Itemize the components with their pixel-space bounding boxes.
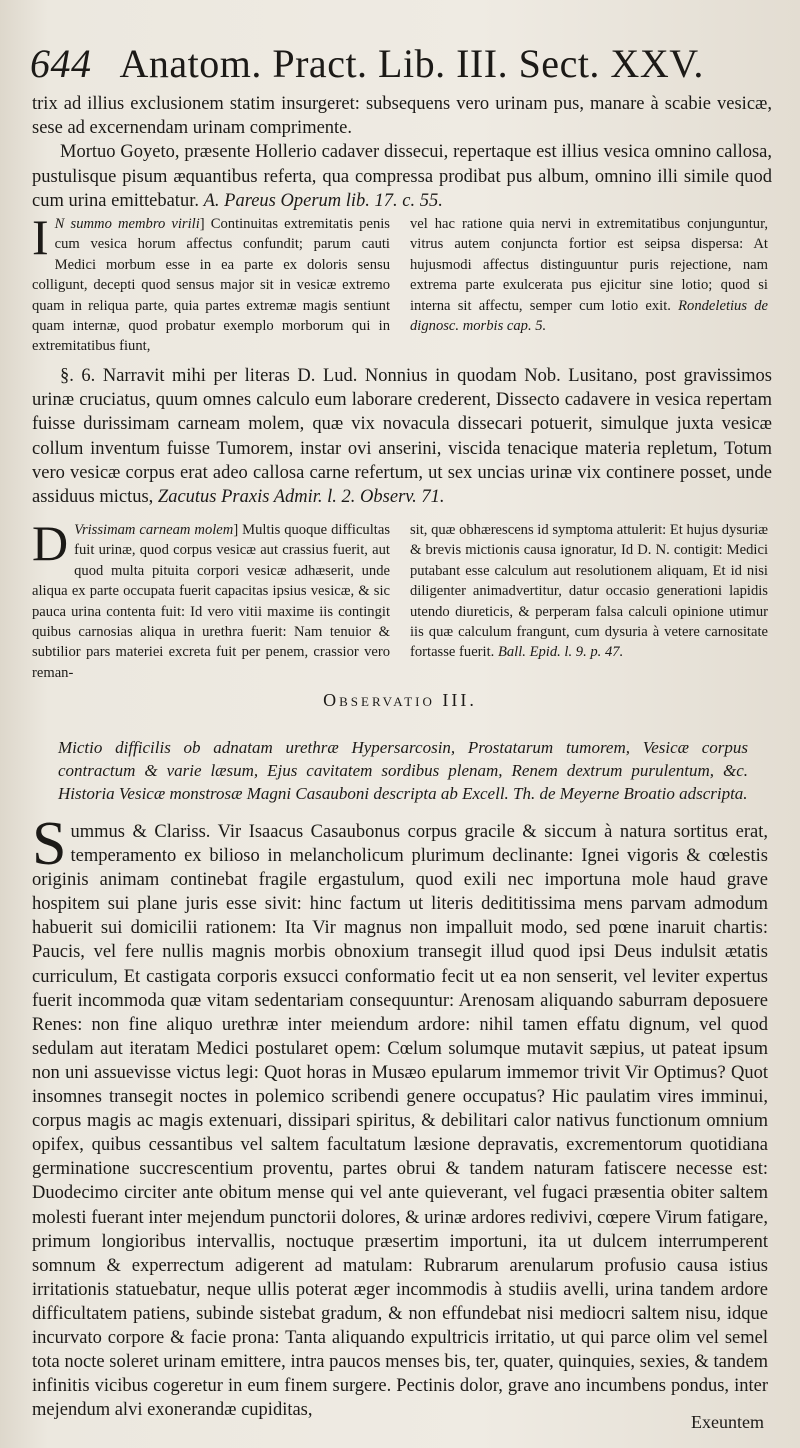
annotation-2-left <box>32 515 390 683</box>
goyeto-paragraph <box>32 140 772 213</box>
observatio-heading: Observatio III. <box>323 690 477 710</box>
annotation-2-left-text: ] Multis quoque difficultas fuit urinæ, quod corpus vesicæ aut crassius fuerit, aut quod multa pituita corpori vesicæ adhæserit, unde aliqua ex parte occupata fuerit capacitas ipsius vesicæ, & sic pauca urina contenta fuit: Id vero vitii maxime iis contingit quibus carnosias aliqua in urethra fuerit: Nam tenuior & subtilior pars materiei excreta fuit per penem, crassior vero reman- <box>32 522 390 681</box>
goyeto-text: Mortuo Goyeto, præsente Hollerio cadaver dissecui, repertaque est illius vesica omnino callosa, pustulisque pisum æquantibus referta, qua compressa prodibat pus album, omnino illi simile quod cum urina emittebatur. <box>32 142 772 211</box>
initial-s: S <box>32 810 67 878</box>
running-title: Anatom. Pract. Lib. III. Sect. XXV. <box>119 41 704 86</box>
annotation-2-right-text: sit, quæ obhærescens id symptoma attulerit: Et hujus dysuriæ & brevis mictionis causa ignoratur, Id D. N. contigit: Medici putabant esse calculum aut resolutionem aliquam, Et id nisi diligenter animadvertitur, datur occasio generationi lapidis utendo diureticis, & perperam falsa calculi opinione utimur iis quæ calculum frangunt, cum dysuria à vetere carnositate fortasse fuerit. <box>410 522 768 661</box>
page-number: 644 <box>30 41 92 86</box>
zacutus-citation: Zacutus Praxis Admir. l. 2. Observ. 71. <box>157 487 445 508</box>
lemma-2: Vrissimam carneam molem <box>74 522 234 538</box>
annotation-1-left <box>32 209 390 357</box>
lemma-1: N summo membro virili <box>54 216 200 232</box>
opening-paragraph <box>32 92 772 213</box>
casaubon-history <box>32 810 768 1422</box>
annotation-1-right-text: vel hac ratione quia nervi in extremitatibus conjunguntur, vitrus autem conjuncta fortior est seipsa dispersa: At hujusmodi affectus distinguuntur puris rejectione, nam extrema parte exulcerata pus ejicitur sine lotio; quod si interna sit affectu, semper cum lotio exit. <box>410 216 768 314</box>
annotation-2-right <box>410 520 768 683</box>
section-6-text: §. 6. Narravit mihi per literas D. Lud. Nonnius in quodam Nob. Lusitano, post gravissimos urinæ cruciatus, quum omnes calculo eum laborare crederent, Dissecto cadavere in vesica repertam fuisse durissimam carneam molem, quæ vix novacula dissecari potuerit, simulque juxta vesicæ collum inventum fuisse Tumorem, instar ovi anserini, viscida tenacique materia repletum, Totum vero vesicæ corpus erat adeo callosa carne refertum, ut sex uncias urinæ vix continere posset, unde assiduus mictus, <box>32 366 772 508</box>
section-6 <box>32 364 772 509</box>
dropcap-d: D <box>32 515 69 571</box>
catchword: Exeuntem <box>691 1412 764 1432</box>
casaubon-text: ummus & Clariss. Vir Isaacus Casaubonus corpus gracile & siccum à natura sortitus erat, temperamento ex bilioso in melancholicum plurimum declinante: Ignei vigoris & cœlestis originis animam continebat fragile ergastulum, quod exili nec importuna mole haud grave hospitem sui plane juris esse sivit: hinc factum ut literis dedititissima mens parvam admodum habuerit sui domicilii rationem: Ita Vir magnus non impalluit modo, sed pœne inaruit chartis: Paucis, vel fere nullis magnis morbis obnoxium transegit illud quod ipsi Deus indulsit ætatis curriculum, Et castigata corporis exsucci conformatio fecit ut ea non senserit, vel leviter expertus fuerit incommoda quæ vitam sedentariam consequuntur: Arenosam aliquando saburram deposuere Renes: non fine aliquo urethræ inter meiendum ardore: nihil tamen effatu dignum, vel quod sedulam aut iteratam Medici postularet opem: Cœlum solumque mutavit sæpius, ut pateat ipsum non uni assuevisse victus legi: Quot horas in Musæo epularum immemor trivit Vir Optimus? Quot insomnes transegit noctes in polemico scribendi genere occupatus? Hic paulatim vires imminui, corpus magis ac magis extenuari, dissipari spiritus, & debilitari calor nativus functionum omnium opifex, quibus cessantibus vel saltem facultatum læsione depravatis, excrementorum quotidiana germinatione succrescentium proventu, partes obrui & tandem naturam fatiscere necesse est: Duodecimo circiter ante obitum mense qui vel ante quieverant, vel fugaci præsentia obiter saltem molesti fuerant inter mejendum punctorii dolores, & urinæ ardores redivivi, cœpere Virum fatigare, primum longioribus intervallis, noctuque præsertim importuni, ita ut dulcem interrumperent somnum & experrectum adigerent ad matulam: Rubrarum arenularum profusio causa istius irritationis statuebatur, neque ullis poterat æger incommodis à studiis avelli, urina tandem ardore difficultatem patiens, subinde sistebat gradum, & non effundebat nisi mediocri saltem nisu, idque incurvato corpore & facie prona: Tanta aliquando expultricis irritatio, ut qui parce olim vel semel tota nocte soleret urinam emittere, intra paucos menses bis, ter, quater, quinquies, sexies, & tandem infinitis vicibus cogeretur in eum finem surgere. Pectinis dolor, grave ano incumbens pondus, inter mejendum alvi exonerandæ cupiditas, <box>32 822 768 1421</box>
rondeletius-citation: Rondeletius de dignosc. morbis cap. 5. <box>410 297 768 335</box>
annotation-block-2 <box>32 515 768 683</box>
running-header <box>30 40 770 88</box>
annotation-1-right <box>410 214 768 357</box>
section-6-paragraph <box>32 364 772 509</box>
opening-line: trix ad illius exclusionem statim insurgeret: subsequens vero urinam pus, manare à scabie vesicæ, sese ad excernendam urinam comprimente. <box>32 94 772 139</box>
pareus-citation: A. Pareus Operum lib. 17. c. 55. <box>203 190 443 211</box>
annotation-1-left-text: ] Continuitas extremitatis penis cum vesica horum affectus confundit; parum cauti Medici morbum esse in ea parte ex doloris sensu colligunt, decepti quod sensus major sit in vesicæ extremo quam in reliqua parte, quia partes extremæ magis sentiunt quam internæ, quod probatur exemplo morborum qui in extremitatibus fiunt, <box>32 216 390 355</box>
annotation-block-1 <box>32 209 768 357</box>
ballonius-citation: Ball. Epid. l. 9. p. 47. <box>497 644 624 661</box>
observatio-summary: Mictio difficilis ob adnatam urethræ Hypersarcosin, Prostatarum tumorem, Vesicæ corpus contractum & varie læsum, Ejus cavitatem sordibus plenam, Renem dextrum purulentum, &c. Historia Vesicæ monstrosæ Magni Casauboni descripta ab Excell. Th. de Meyerne Broatio adscripta. <box>58 738 748 803</box>
dropcap-i: I <box>32 209 49 265</box>
